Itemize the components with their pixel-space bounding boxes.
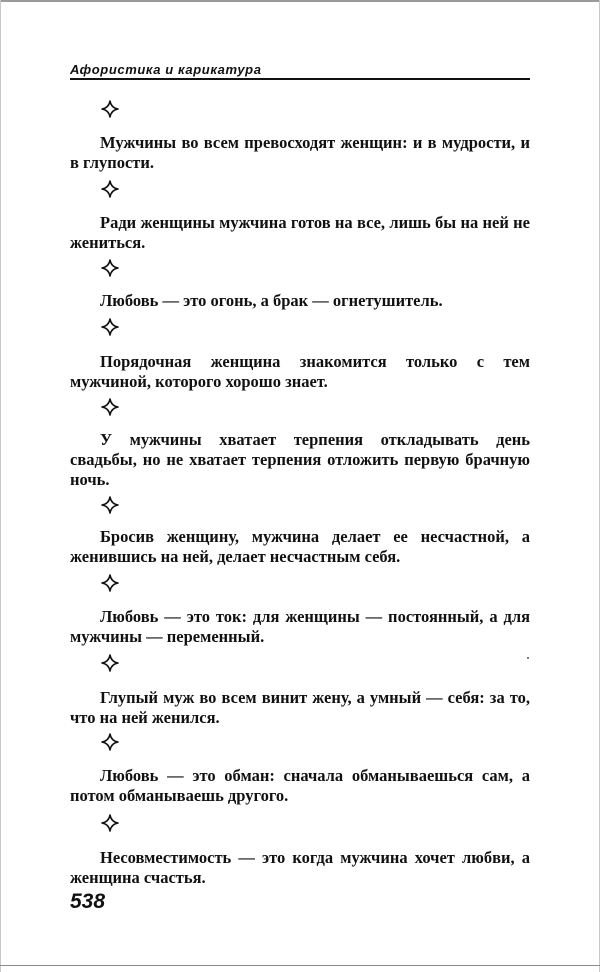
four-point-star-icon bbox=[101, 100, 119, 118]
four-point-star-icon bbox=[101, 733, 119, 751]
aphorism-8: Глупый муж во всем винит жену, а умный — себя: за то, что на ней женился. bbox=[70, 688, 530, 727]
running-header: Афористика и карикатура bbox=[70, 62, 262, 77]
four-point-star-icon bbox=[101, 318, 119, 336]
aphorism-2: Ради женщины мужчина готов на все, лишь бы на ней не жениться. bbox=[70, 213, 530, 252]
header-rule bbox=[70, 78, 530, 80]
four-point-star-icon bbox=[101, 496, 119, 514]
aphorism-7: Любовь — это ток: для женщины — постоянный, а для мужчины — переменный. bbox=[70, 607, 530, 646]
page-number: 538 bbox=[70, 890, 106, 913]
page-left-border bbox=[0, 0, 1, 972]
four-point-star-icon bbox=[101, 574, 119, 592]
page-top-border bbox=[0, 0, 600, 2]
four-point-star-icon bbox=[101, 654, 119, 672]
four-point-star-icon bbox=[101, 180, 119, 198]
aphorism-10: Несовместимость — это когда мужчина хочет любви, а женщина счастья. bbox=[70, 848, 530, 887]
aphorism-1: Мужчины во всем превосходят женщин: и в мудрости, и в глупости. bbox=[70, 133, 530, 172]
four-point-star-icon bbox=[101, 398, 119, 416]
aphorism-4: Порядочная женщина знакомится только с тем мужчиной, которого хорошо знает. bbox=[70, 352, 530, 391]
aphorism-6: Бросив женщину, мужчина делает ее несчастной, а женившись на ней, делает несчастным себя. bbox=[70, 527, 530, 566]
page-bottom-border bbox=[0, 965, 600, 966]
aphorism-9: Любовь — это обман: сначала обманываешься сам, а потом обманываешь другого. bbox=[70, 766, 530, 805]
aphorism-5: У мужчины хватает терпения откладывать день свадьбы, но не хватает терпения отложить первую брачную ночь. bbox=[70, 430, 530, 489]
print-speck bbox=[527, 657, 529, 659]
aphorism-3: Любовь — это огонь, а брак — огнетушитель. bbox=[100, 291, 443, 310]
four-point-star-icon bbox=[101, 814, 119, 832]
four-point-star-icon bbox=[101, 259, 119, 277]
